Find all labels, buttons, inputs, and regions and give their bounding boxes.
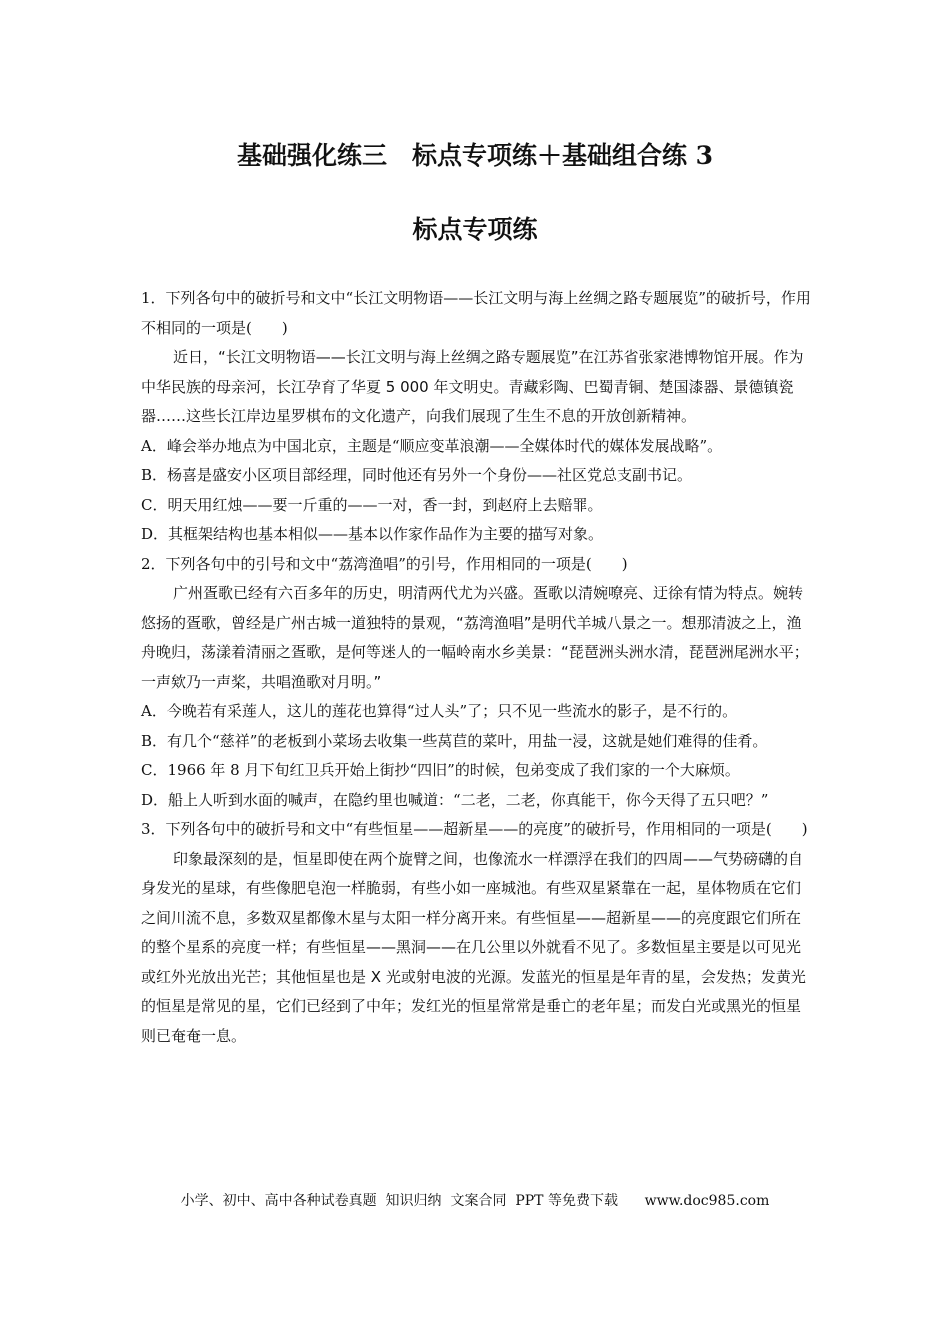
question-2-option-a: A．今晚若有采莲人，这儿的莲花也算得“过人头”了；只不见一些流水的影子，是不行的。 bbox=[141, 702, 738, 720]
question-2-option-d: D．船上人听到水面的喊声，在隐约里也喊道：“二老，二老，你真能干，你今天得了五只吧？” bbox=[141, 790, 769, 809]
question-2-option-b: B．有几个“慈祥”的老板到小菜场去收集一些莴苣的菜叶，用盐一浸，这就是她们难得的佳肴。 bbox=[141, 731, 768, 750]
question-3-stem: 3．下列各句中的破折号和文中“有些恒星——超新星——的亮度”的破折号，作用相同的一项是( ) bbox=[141, 820, 808, 838]
section-title: 标点专项练 bbox=[412, 215, 538, 244]
question-1-option-d: D．其框架结构也基本相似——基本以作家作品作为主要的描写对象。 bbox=[141, 525, 604, 543]
question-1-option-c: C．明天用红烛——要一斤重的——一对，香一封，到赵府上去赔罪。 bbox=[141, 495, 603, 514]
question-1-option-a: A．峰会举办地点为中国北京，主题是“顺应变革浪潮——全媒体时代的媒体发展战略”。 bbox=[141, 436, 723, 455]
question-1-option-b: B．杨喜是盛安小区项目部经理，同时他还有另外一个身份——社区党总支副书记。 bbox=[141, 466, 693, 484]
question-1-stem: 1．下列各句中的破折号和文中“长江文明物语——长江文明与海上丝绸之路专题展览”的破折号，作用不相同的一项是( ) bbox=[141, 289, 811, 337]
page-title: 基础强化练三 标点专项练＋基础组合练 3 bbox=[236, 141, 714, 170]
question-2-stem: 2．下列各句中的引号和文中“荔湾渔唱”的引号，作用相同的一项是( ) bbox=[141, 554, 628, 573]
question-3-passage: 印象最深刻的是，恒星即使在两个旋臂之间，也像流水一样漂浮在我们的四周——气势磅礴的自身发光的星球，有些像肥皂泡一样脆弱，有些小如一座城池。有些双星紧靠在一起，星体物质在它们之间川流不息，多数双星都像木星与太阳一样分离开来。有些恒星——超新星——的亮度跟它们所在的整个星系的亮度一样；有些恒星——黑洞——在几公里以外就看不见了。多数恒星主要是以可见光或红外光放出光芒；其他恒星也是 X 光或射电波的光源。发蓝光的恒星是年青的星，会发热；发黄光的恒星是常见的星，它们已经到了中年；发红光的恒星常常是垂亡的老年星；而发白光或黑光的恒星则已奄奄一息。 bbox=[141, 849, 806, 1045]
question-1-passage: 近日，“长江文明物语——长江文明与海上丝绸之路专题展览”在江苏省张家港博物馆开展。作为中华民族的母亲河，长江孕育了华夏 5 000 年文明史。青藏彩陶、巴蜀青铜、楚国漆器、景德镇瓷器……这些长江岸边星罗棋布的文化遗产，向我们展现了生生不息的开放创新精神。 bbox=[141, 348, 804, 425]
question-2-passage: 广州疍歌已经有六百多年的历史，明清两代尤为兴盛。疍歌以清婉嘹亮、迂徐有情为特点。婉转悠扬的疍歌，曾经是广州古城一道独特的景观，“荔湾渔唱”是明代羊城八景之一。想那清波之上，渔舟晚归，荡漾着清丽之疍歌，是何等迷人的一幅岭南水乡美景：“琵琶洲头洲水清，琵琶洲尾洲水平；一声欸乃一声桨，共唱渔歌对月明。” bbox=[141, 584, 809, 691]
content-body bbox=[141, 284, 813, 1051]
question-2-option-c: C．1966 年 8 月下旬红卫兵开始上街抄“四旧”的时候，包弟变成了我们家的一个大麻烦。 bbox=[141, 761, 740, 779]
page-footer bbox=[0, 1190, 950, 1210]
footer-text: 小学、初中、高中各种试卷真题 知识归纳 文案合同 PPT 等免费下载 bbox=[180, 1193, 618, 1209]
footer-site-link[interactable]: www.doc985.com bbox=[644, 1193, 770, 1209]
